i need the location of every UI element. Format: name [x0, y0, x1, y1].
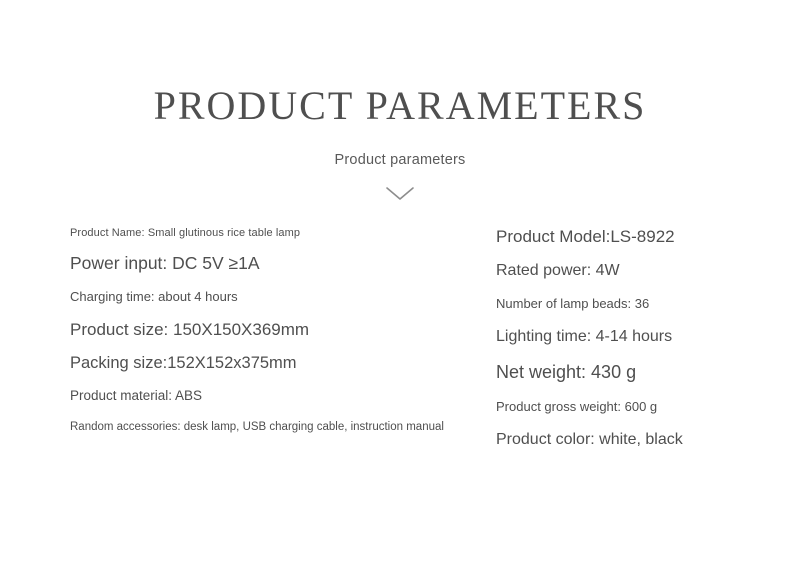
param-random-accessories: Random accessories: desk lamp, USB charging cable, instruction manual	[70, 420, 444, 433]
header-block	[0, 0, 800, 204]
page-title: PRODUCT PARAMETERS	[153, 83, 647, 128]
parameters-left-column	[0, 228, 448, 448]
param-product-color: Product color: white, black	[496, 431, 683, 448]
param-packing-size: Packing size:152X152x375mm	[70, 353, 297, 372]
param-gross-weight: Product gross weight: 600 g	[496, 399, 658, 414]
param-product-material: Product material: ABS	[70, 388, 203, 403]
param-lighting-time: Lighting time: 4-14 hours	[496, 328, 673, 345]
param-power-input: Power input: DC 5V ≥1A	[70, 253, 260, 273]
param-product-model: Product Model:LS-8922	[496, 227, 675, 246]
param-product-name: Product Name: Small glutinous rice table lamp	[70, 227, 301, 239]
parameters-right-column	[448, 228, 800, 448]
param-net-weight: Net weight: 430 g	[496, 362, 637, 382]
param-lamp-beads: Number of lamp beads: 36	[496, 296, 650, 311]
chevron-down-icon	[0, 184, 800, 204]
param-product-size: Product size: 150X150X369mm	[70, 319, 310, 339]
param-charging-time: Charging time: about 4 hours	[70, 288, 238, 304]
page-subtitle: Product parameters	[334, 152, 466, 168]
parameters-columns	[0, 228, 800, 448]
param-rated-power: Rated power: 4W	[496, 262, 620, 279]
